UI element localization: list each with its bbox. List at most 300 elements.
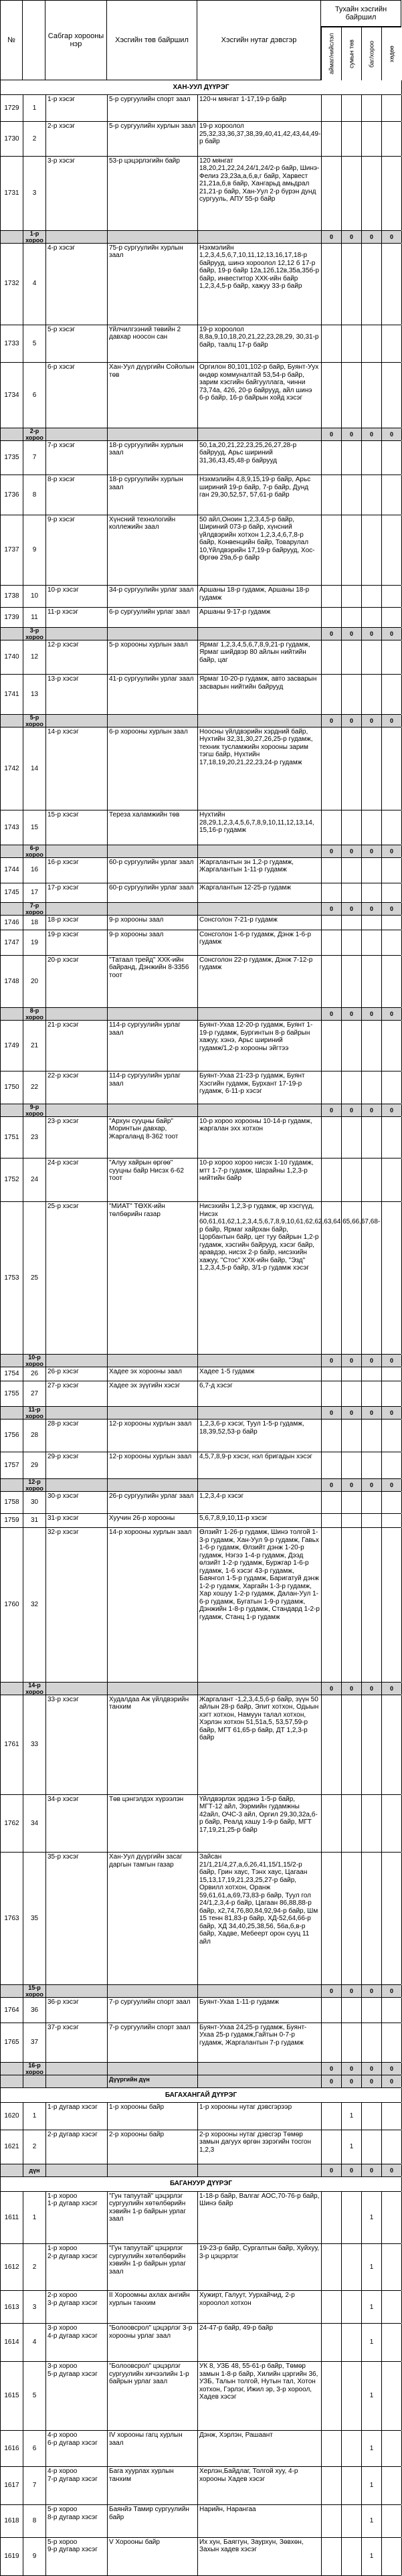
row-no [1, 1985, 23, 1997]
table-row [0, 2023, 401, 2063]
row-station: IV хорооны гагц хурлын заал [108, 2431, 198, 2466]
row-seq: 15 [23, 810, 46, 844]
row-col-c: 0 [362, 903, 382, 915]
row-no [1, 845, 23, 857]
row-no: 1729 [1, 95, 23, 122]
row-no: 1754 [1, 1367, 23, 1381]
row-no: 1615 [1, 2362, 23, 2430]
row-col-a: 0 [322, 2063, 342, 2075]
row-col-d: 0 [382, 628, 402, 640]
row-col-c: 0 [362, 1104, 382, 1116]
row-col-c [362, 1071, 382, 1104]
row-seq: 32 [23, 1528, 46, 1681]
row-district: 31-р хэсэг [46, 1514, 108, 1528]
row-station: 18-р сургуулийн хурлын заал [108, 475, 198, 515]
row-no: 1745 [1, 883, 23, 903]
table-row [0, 475, 401, 515]
row-station: 41-р сургуулийн урлаг заал [108, 675, 198, 714]
row-seq: 20 [23, 956, 46, 1008]
table-header [0, 0, 401, 80]
row-boundary: 50,1а,20,21,22,23,25,26,27,28-р байрууд, Арьс шириний 31,36,43,45,48-р байрууд [198, 441, 322, 475]
row-boundary: Өлзийт 1-26-р гудамж, Шинэ толгой 1-3-р гудамж, Хан-Уул 9-р гудамж, Гавьх 1-6-р гудамж, Өлзийт дэнж 1-20-р гудамж, Нэгээ 1-4-р гудамж, Дээд өлзийт 1-2-р гудамж, Буржгар 1-6-р гудамж, 1-6 хэсэг 43-р гудамж, Баянгол 1-5-р гудамж, Баригатуй дэнж 1-2-р гудамж, Харгайн 1-3-р гудамж, Хар хошуу 1-2-р гудамж, Далан-Уул 1-6-р гудамж, Бугатын 1-9-р гудамж, Дэнжийн 1-8-р гудамж, Стандард 1-2-р гудамж, Станц 1-р гудамж [198, 1528, 322, 1681]
row-col-c [362, 1367, 382, 1381]
row-col-d: 0 [382, 2063, 402, 2075]
row-col-b [342, 2362, 362, 2430]
row-seq: 1 [23, 2103, 46, 2130]
row-col-b: 0 [342, 428, 362, 440]
row-boundary: 19-р хороолол 8,8а,9,10,18,20,21,22,23,28,29, 30,31-р байр, таалц 17-р байр [198, 325, 322, 363]
row-district [46, 231, 108, 243]
row-boundary: Их хун, Баяггун, Заурхун, Зөвхөн, Захын хадев хэсэг [198, 2538, 322, 2575]
row-col-b [342, 95, 362, 122]
table-row [0, 2538, 401, 2576]
row-boundary: 10-р хороо хороо нисэх 1-10 гудамж, мтт 1-7-р гудамж, Шарайны 1,2,3-р нийтийн байр [198, 1158, 322, 1201]
row-boundary [198, 2075, 322, 2087]
row-col-c [362, 1853, 382, 1984]
row-col-c: 0 [362, 231, 382, 243]
row-seq: 35 [23, 1853, 46, 1984]
row-station: "Гун тапуутай" цэцэрлэг сургуулийн хөтөлбөрийн хэвийн 1-р байрын урлаг заал [108, 2244, 198, 2290]
row-col-d [382, 1381, 402, 1406]
row-col-b [342, 810, 362, 844]
row-seq: 14-р хороо [23, 1683, 46, 1695]
row-col-d [382, 640, 402, 674]
row-district: 11-р хэсэг [46, 608, 108, 627]
row-col-b [342, 727, 362, 810]
row-boundary [198, 845, 322, 857]
row-col-c [362, 608, 382, 627]
row-col-c: 1 [362, 2538, 382, 2575]
row-col-d [382, 727, 402, 810]
row-col-d [382, 883, 402, 903]
row-no: 1761 [1, 1695, 23, 1794]
row-station [108, 1683, 198, 1695]
row-col-c: 0 [362, 1683, 382, 1695]
row-col-b [342, 1021, 362, 1071]
row-col-c: 0 [362, 1479, 382, 1491]
row-district: 36-р хэсэг [46, 1998, 108, 2023]
header-col-d: хөдөө [381, 27, 401, 80]
table-row [0, 858, 401, 883]
row-boundary: 6,7-д хэсэг [198, 1381, 322, 1406]
row-col-d [382, 2130, 402, 2164]
row-district [46, 1479, 108, 1491]
row-col-b [342, 1514, 362, 1528]
row-seq: 19 [23, 930, 46, 955]
table-row [0, 930, 401, 956]
row-seq: 29 [23, 1452, 46, 1479]
row-boundary: УК 8, УЗБ 48, 55-61-р байр, Төмөр замын 1-8-р байр, Хилийн цэргийн 36, УЗБ, Талын толгой, Нутын тал, Хотон хотхон, Гэрлэг, Ижил эр, 3-р хороол, Хадев хэсэг [198, 2362, 322, 2430]
row-station [108, 628, 198, 640]
row-col-b [342, 2192, 362, 2244]
row-district: 5-р хороо 9-р дугаар хэсэг [46, 2538, 108, 2575]
row-col-a: 0 [322, 1104, 342, 1116]
row-no: 1748 [1, 956, 23, 1008]
table-row [0, 916, 401, 930]
table-row [0, 363, 401, 428]
row-col-c [362, 157, 382, 230]
row-station: V Хорооны байр [108, 2538, 198, 2575]
table-row [0, 441, 401, 475]
row-col-b [342, 1420, 362, 1452]
row-district [46, 1104, 108, 1116]
row-col-b [342, 1158, 362, 1201]
row-col-c [362, 916, 382, 930]
row-district: 1-р хороо 2-р дугаар хэсэг [46, 2244, 108, 2290]
row-station: 6-р хорооны хурлын заал [108, 727, 198, 810]
row-seq: 1 [23, 95, 46, 122]
row-station [108, 1008, 198, 1020]
row-district: 20-р хэсэг [46, 956, 108, 1008]
section-header [0, 2088, 401, 2103]
row-col-b [342, 157, 362, 230]
row-col-a [322, 1021, 342, 1071]
row-col-d [382, 2324, 402, 2361]
row-seq: 6 [23, 2431, 46, 2466]
row-boundary [198, 1355, 322, 1367]
row-station: 114-р сургуулийн урлаг заал [108, 1021, 198, 1071]
row-boundary: Хужирт, Галуут, Уурхайчид, 2-р хороолол хотхон [198, 2291, 322, 2323]
row-district: 32-р хэсэг [46, 1528, 108, 1681]
row-col-b: 0 [342, 1355, 362, 1367]
table-row [0, 2103, 401, 2130]
table-row [0, 2362, 401, 2431]
row-no: 1739 [1, 608, 23, 627]
row-no [1, 2075, 23, 2087]
row-boundary: Ярмаг 10-20-р гудамж, авто засварын засварын нийтийн байрууд [198, 675, 322, 714]
row-seq: 2 [23, 122, 46, 155]
row-no [1, 715, 23, 727]
row-boundary: Нүхтийн 28,29,1,2,3,4,5,6,7,8,9,10,11,12,13,14, 15,16-р гудамж [198, 810, 322, 844]
row-col-d [382, 2505, 402, 2537]
row-col-a [322, 2362, 342, 2430]
row-station: 2-р хорооны байр [108, 2130, 198, 2164]
row-boundary: Буянт-Ухаа 12-20-р гудамж, Буянт 1-19-р гудамж, Бургинтын 8-р байрын хажуу, хэнэ, Арьс шириний гудамж/1,2-р хорооны эйгтээ [198, 1021, 322, 1071]
row-station: 5-р сургуулийн хурлын заал [108, 122, 198, 155]
table-row [0, 95, 401, 122]
row-col-c: 1 [362, 2431, 382, 2466]
row-col-c [362, 95, 382, 122]
row-station: 5-р хорооны хурлын заал [108, 640, 198, 674]
row-col-d [382, 956, 402, 1008]
row-no: 1753 [1, 1202, 23, 1353]
row-col-b: 1 [342, 2103, 362, 2130]
row-seq: 24 [23, 1158, 46, 1201]
header-col-c: баг/хороо [361, 27, 381, 80]
row-no [1, 1407, 23, 1419]
row-boundary: Ноосны үйлдвэрийн хэрдний байр, Нүхтийн 32,31,30,27,26,25-р гудамж, техник тусламжийн хорооны зарим тэгш байр, Нүхтийн 17,18,19,20,21,22,23,24-р гудамж [198, 727, 322, 810]
row-col-c: 1 [362, 2291, 382, 2323]
row-col-c: 1 [362, 2362, 382, 2430]
row-station [108, 1355, 198, 1367]
row-no: 1740 [1, 640, 23, 674]
table-row [0, 1381, 401, 1407]
row-station: 12-р хорооны хурлын заал [108, 1420, 198, 1452]
row-station: 7-р сургуулийн спорт заал [108, 2023, 198, 2063]
row-station [108, 2063, 198, 2075]
row-col-b [342, 1492, 362, 1513]
row-col-b: 0 [342, 715, 362, 727]
row-col-d [382, 325, 402, 363]
row-district [46, 2075, 108, 2087]
row-col-d [382, 122, 402, 155]
row-col-d [382, 244, 402, 325]
row-district: 5-р хороо 8-р дугаар хэсэг [46, 2505, 108, 2537]
row-seq: дүн [23, 2164, 46, 2176]
row-col-a: 0 [322, 628, 342, 640]
row-col-c: 1 [362, 2192, 382, 2244]
table-row [0, 883, 401, 904]
row-col-a [322, 640, 342, 674]
row-col-a [322, 363, 342, 427]
row-col-d [382, 1492, 402, 1513]
subtotal-row [0, 1355, 401, 1367]
row-boundary: Сонсголон 7-21-р гудамж [198, 916, 322, 930]
row-seq: 7 [23, 2467, 46, 2504]
row-no: 1732 [1, 244, 23, 325]
row-no: 1612 [1, 2244, 23, 2290]
row-district: 17-р хэсэг [46, 883, 108, 903]
row-boundary: Нэхмэлийн 4,8,9,15,19-р байр, Арьс шириний 19-р байр, 7-р байр, Дунд ган 29,30,52,57, 57,61-р байр [198, 475, 322, 515]
subtotal-row [0, 628, 401, 640]
row-col-c [362, 1452, 382, 1479]
row-col-c [362, 810, 382, 844]
table-row [0, 1528, 401, 1682]
row-boundary: Нарийн, Нарангаа [198, 2505, 322, 2537]
row-col-d: 0 [382, 1479, 402, 1491]
row-col-c [362, 244, 382, 325]
row-district: 29-р хэсэг [46, 1452, 108, 1479]
row-seq: 8 [23, 475, 46, 515]
row-col-b [342, 2023, 362, 2063]
row-col-a: 0 [322, 2075, 342, 2087]
row-station: "Гун тапуутай" цэцэрлэг сургуулийн хөтөлбөрийн хэвийн 1-р байрын урлаг заал [108, 2192, 198, 2244]
row-col-b [342, 2538, 362, 2575]
row-boundary: 1-р хорооны нутаг дэвсгэрээр [198, 2103, 322, 2130]
table-row [0, 640, 401, 675]
table-row [0, 586, 401, 608]
row-col-a: 0 [322, 1683, 342, 1695]
row-station: 6-р сургуулийн урлаг заал [108, 608, 198, 627]
table-row [0, 1158, 401, 1202]
row-col-c [362, 727, 382, 810]
row-district: 3-р хэсэг [46, 157, 108, 230]
row-seq: 1 [23, 2192, 46, 2244]
row-col-b [342, 930, 362, 955]
row-seq: 2 [23, 2130, 46, 2164]
row-col-b [342, 1998, 362, 2023]
row-station [108, 845, 198, 857]
row-col-b [342, 441, 362, 475]
row-station: 1-р хорооны байр [108, 2103, 198, 2130]
row-col-d [382, 1021, 402, 1071]
row-district: 2-р дугаар хэсэг [46, 2130, 108, 2164]
row-district: 18-р хэсэг [46, 916, 108, 930]
row-no: 1756 [1, 1420, 23, 1452]
row-seq: 14 [23, 727, 46, 810]
row-no: 1765 [1, 2023, 23, 2063]
row-boundary: 120 мянгат 18,20,21,22,24,24/1,24/2-р байр, Шинэ-Фелиз 23,23а,а,б,в,г байр, Харвест 21,21а,б,в байр, Хангарьд амьдрал 21,21-р байр, Хан-Уул 2-р бүрэн дунд сургууль, АПУ 55-р байр [198, 157, 322, 230]
table-row [0, 2431, 401, 2467]
row-boundary [198, 1985, 322, 1997]
row-boundary: Нэхмэлийн 1,2,3,4,5,6,7,10,11,12,13,16,17,18-р байрууд, шинэ хороолол 12,12 б 17-р байр, 19-р байр 12а,12б,12в,35а,35б-р байр, инвеститор ХХК-ийн байр 1,2,3,4,5-р байр, хажуу 33-р байр [198, 244, 322, 325]
row-district: 30-р хэсэг [46, 1492, 108, 1513]
row-station: "Болоовсрол" цэцэрлэг сургуулийн хичээлийн 1-р байрын урлаг заал [108, 2362, 198, 2430]
row-col-a [322, 1367, 342, 1381]
row-col-a: 0 [322, 1008, 342, 1020]
subtotal-row [0, 2075, 401, 2088]
row-no: 1764 [1, 1998, 23, 2023]
row-boundary [198, 2063, 322, 2075]
header-no: № [0, 0, 23, 80]
row-col-a [322, 1795, 342, 1853]
row-seq: 10-р хороо [23, 1355, 46, 1367]
row-col-c: 0 [362, 1008, 382, 1020]
row-boundary: 1,2,3,4-р хэсэг [198, 1492, 322, 1513]
row-col-d [382, 2023, 402, 2063]
row-col-d: 0 [382, 903, 402, 915]
row-col-d [382, 1367, 402, 1381]
row-station: Хан-Уул дүүргийн Сойолын төв [108, 363, 198, 427]
row-col-c: 0 [362, 628, 382, 640]
row-station: 7-р сургуулийн спорт заал [108, 1998, 198, 2023]
row-col-d [382, 515, 402, 586]
row-col-b: 0 [342, 1104, 362, 1116]
row-seq: 34 [23, 1795, 46, 1853]
section-title: ХАН-УУЛ ДҮҮРЭГ [1, 80, 402, 94]
row-col-c [362, 1695, 382, 1794]
row-col-a [322, 1202, 342, 1353]
row-col-d [382, 586, 402, 607]
row-district: 15-р хэсэг [46, 810, 108, 844]
row-boundary: Нисэхийн 1,2,3-р гудамж, өр хэсгүүд, Нисэх 60,61,61,62,1,2,3,4,5,6,7,8,9,10,61,62,62,63,64,65,66,67,68-р байр, Ярмаг хайрхан байр, Цорбантын байр, цег туу байрын 1,2-р гудамж, хэсгийн байрууд, хэсэг байр, аравдэр, нисэх 2-р байр, нисэхийн хажуу, "Стос" ХХК-ийн байр, "Эзд" 1,2,3,4,5-р байр, 3/1-р гудамж хэсэг [198, 1202, 322, 1353]
row-col-d: 0 [382, 1683, 402, 1695]
row-station: 18-р сургуулийн хурлын заал [108, 441, 198, 475]
row-station [108, 1985, 198, 1997]
row-no: 1616 [1, 2431, 23, 2466]
row-no: 1762 [1, 1795, 23, 1853]
row-col-a [322, 2244, 342, 2290]
row-col-a [322, 608, 342, 627]
row-col-b: 0 [342, 1985, 362, 1997]
row-col-b [342, 1071, 362, 1104]
row-no: 1738 [1, 586, 23, 607]
row-boundary [198, 1407, 322, 1419]
table-row [0, 1492, 401, 1514]
row-seq: 37 [23, 2023, 46, 2063]
row-seq: 5 [23, 2362, 46, 2430]
row-station: Үйлчилгээний төвийн 2 давхар ноосон сан [108, 325, 198, 363]
subtotal-row [0, 2063, 401, 2075]
row-col-a: 0 [322, 428, 342, 440]
row-boundary [198, 903, 322, 915]
row-col-d [382, 608, 402, 627]
row-col-c [362, 1381, 382, 1406]
row-no: 1734 [1, 363, 23, 427]
row-col-c [362, 956, 382, 1008]
row-no: 1621 [1, 2130, 23, 2164]
row-col-a [322, 1528, 342, 1681]
row-district: 8-р хэсэг [46, 475, 108, 515]
row-district: 23-р хэсэг [46, 1117, 108, 1158]
row-col-d: 0 [382, 2075, 402, 2087]
row-seq: 26 [23, 1367, 46, 1381]
row-col-d: 0 [382, 715, 402, 727]
row-station: Тереза халамжийн төв [108, 810, 198, 844]
row-col-d: 0 [382, 1407, 402, 1419]
row-district: 14-р хэсэг [46, 727, 108, 810]
row-col-a [322, 810, 342, 844]
row-col-a [322, 586, 342, 607]
row-seq: 9 [23, 2538, 46, 2575]
row-seq: 7-р хороо [23, 903, 46, 915]
row-col-c [362, 640, 382, 674]
row-boundary: 24-47-р байр, 49-р байр [198, 2324, 322, 2361]
row-district: 33-р хэсэг [46, 1695, 108, 1794]
row-boundary: Буянт-Ухаа 24,25-р гудамж, Буянт-Ухаа 25-р гудамж,Гайтын 0-7-р гудамж, Жаргалантын 7-р гудамж [198, 2023, 322, 2063]
row-col-d [382, 2291, 402, 2323]
row-col-c [362, 1021, 382, 1071]
row-col-d [382, 2103, 402, 2130]
row-boundary: 4,5,7,8,9-р хэсэг, нэл бригадын хэсэг [198, 1452, 322, 1479]
row-seq: 5 [23, 325, 46, 363]
row-col-a [322, 157, 342, 230]
row-col-c [362, 930, 382, 955]
row-district: 13-р хэсэг [46, 675, 108, 714]
row-col-a [322, 475, 342, 515]
table-row [0, 2505, 401, 2538]
row-district: 34-р хэсэг [46, 1795, 108, 1853]
row-col-b [342, 640, 362, 674]
row-no: 1749 [1, 1021, 23, 1071]
row-district [46, 1985, 108, 1997]
table-row [0, 2291, 401, 2324]
table-row [0, 122, 401, 156]
row-col-a: 0 [322, 2164, 342, 2176]
row-boundary [198, 1479, 322, 1491]
row-col-a [322, 1695, 342, 1794]
row-boundary [198, 1008, 322, 1020]
row-seq: 22 [23, 1071, 46, 1104]
row-col-d [382, 95, 402, 122]
row-col-d [382, 810, 402, 844]
row-col-d [382, 1452, 402, 1479]
row-col-c [362, 325, 382, 363]
row-no: 1759 [1, 1514, 23, 1528]
table-row [0, 727, 401, 811]
row-col-b [342, 1795, 362, 1853]
table-body [0, 80, 401, 2576]
row-no: 1755 [1, 1381, 23, 1406]
row-seq: 2 [23, 2244, 46, 2290]
row-col-b: 0 [342, 2075, 362, 2087]
row-col-b [342, 244, 362, 325]
row-col-d: 0 [382, 2164, 402, 2176]
row-boundary: Жаргалантын 12-25-р гудамж [198, 883, 322, 903]
row-col-a [322, 930, 342, 955]
row-boundary: Үйлдвэрлэх эрдэнэ 1-5-р байр, МГТ-12 айл, Ээрмийн гудамжны 42айл, ОЧС-3 айл, Оргил 29,30,32а,б-р байр, Реалд хашу 1-9-р байр, МГТ 17,19,21,25-р байр [198, 1795, 322, 1853]
section-title: БАГАХАНГАЙ ДҮҮРЭГ [1, 2088, 402, 2102]
row-col-a [322, 858, 342, 883]
row-district: 7-р хэсэг [46, 441, 108, 475]
row-district: 21-р хэсэг [46, 1021, 108, 1071]
row-col-a [322, 1117, 342, 1158]
row-no [1, 1479, 23, 1491]
row-station [108, 1407, 198, 1419]
row-col-d [382, 2467, 402, 2504]
row-col-a [322, 1853, 342, 1984]
row-no: 1746 [1, 916, 23, 930]
